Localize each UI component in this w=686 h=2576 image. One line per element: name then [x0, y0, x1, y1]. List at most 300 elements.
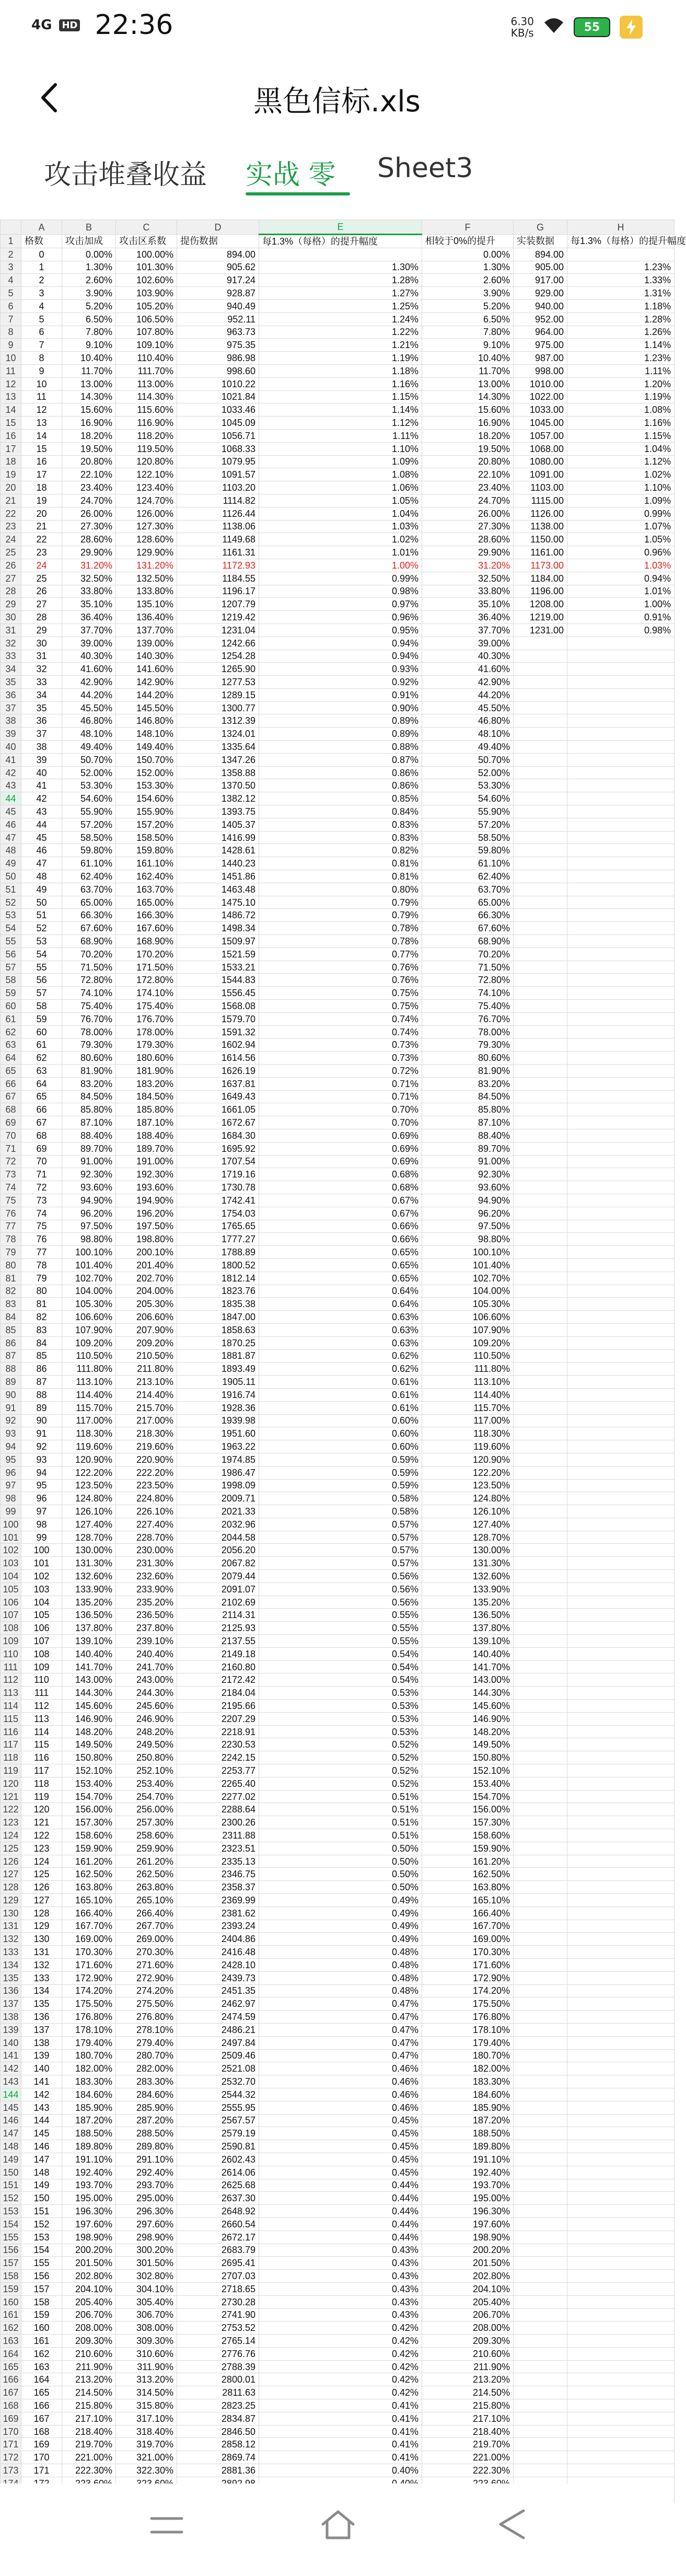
- cell[interactable]: 306.70%: [116, 2308, 177, 2321]
- cell[interactable]: 1358.88: [177, 766, 259, 779]
- cell[interactable]: [567, 1077, 675, 1090]
- cell[interactable]: 28.60%: [62, 533, 116, 546]
- cell[interactable]: 0.86%: [259, 766, 422, 779]
- cell[interactable]: 0.56%: [259, 1570, 422, 1583]
- cell[interactable]: 183.20%: [116, 1077, 177, 1090]
- cell[interactable]: [514, 1635, 567, 1648]
- cell[interactable]: 1.01%: [567, 585, 675, 598]
- cell[interactable]: [514, 2179, 567, 2192]
- cell[interactable]: 150.80%: [62, 1751, 116, 1764]
- cell[interactable]: 2021.33: [177, 1505, 259, 1518]
- cell[interactable]: [567, 2335, 675, 2348]
- cell[interactable]: 20.80%: [62, 455, 116, 468]
- cell[interactable]: [514, 676, 567, 689]
- cell[interactable]: 27.30%: [422, 520, 514, 533]
- cell[interactable]: 24.70%: [62, 494, 116, 507]
- cell[interactable]: [514, 1622, 567, 1635]
- cell[interactable]: 2521.08: [177, 2062, 259, 2075]
- cell[interactable]: 159.90%: [62, 1842, 116, 1855]
- cell[interactable]: 63.70%: [62, 883, 116, 896]
- cell[interactable]: 154.70%: [62, 1790, 116, 1803]
- cell[interactable]: 53.30%: [422, 779, 514, 792]
- cell[interactable]: 175.50%: [422, 1997, 514, 2011]
- cell[interactable]: 0.44%: [259, 2192, 422, 2205]
- cell[interactable]: 107.90%: [62, 1323, 116, 1336]
- cell[interactable]: [567, 1414, 675, 1427]
- cell[interactable]: [567, 727, 675, 741]
- cell[interactable]: 200.20%: [62, 2244, 116, 2257]
- cell[interactable]: 153.40%: [422, 1777, 514, 1790]
- cell[interactable]: 1335.64: [177, 741, 259, 754]
- cell[interactable]: 50.70%: [62, 753, 116, 766]
- cell[interactable]: 222.30%: [62, 2464, 116, 2477]
- row-number[interactable]: 84: [1, 1311, 21, 1324]
- cell[interactable]: 87: [21, 1376, 62, 1389]
- row-number[interactable]: 171: [1, 2438, 21, 2451]
- cell[interactable]: 183.30%: [422, 2075, 514, 2088]
- cell[interactable]: [514, 1376, 567, 1389]
- cell[interactable]: 109.10%: [116, 339, 177, 352]
- cell[interactable]: 1393.75: [177, 805, 259, 818]
- cell[interactable]: [567, 1518, 675, 1531]
- cell[interactable]: 105.20%: [116, 299, 177, 313]
- cell[interactable]: 0.68%: [259, 1181, 422, 1194]
- cell[interactable]: 1498.34: [177, 922, 259, 935]
- cell[interactable]: 46.80%: [422, 714, 514, 727]
- cell[interactable]: 91.00%: [422, 1155, 514, 1168]
- cell[interactable]: [567, 2101, 675, 2114]
- cell[interactable]: 283.30%: [116, 2075, 177, 2088]
- cell[interactable]: 49: [21, 883, 62, 896]
- cell[interactable]: 274.20%: [116, 1984, 177, 1997]
- row-number[interactable]: 2: [1, 248, 21, 261]
- cell[interactable]: 0.55%: [259, 1622, 422, 1635]
- row-number[interactable]: 8: [1, 326, 21, 339]
- cell[interactable]: [567, 1582, 675, 1596]
- cell[interactable]: 27.30%: [62, 520, 116, 533]
- cell[interactable]: 20: [21, 507, 62, 520]
- cell[interactable]: 905.00: [514, 261, 567, 274]
- cell[interactable]: [567, 1012, 675, 1025]
- row-number[interactable]: 80: [1, 1258, 21, 1272]
- cell[interactable]: 304.10%: [116, 2282, 177, 2295]
- cell[interactable]: 0.79%: [259, 909, 422, 922]
- row-number[interactable]: 118: [1, 1751, 21, 1764]
- cell[interactable]: 0.61%: [259, 1376, 422, 1389]
- cell[interactable]: [567, 1246, 675, 1259]
- cell[interactable]: 137.80%: [422, 1622, 514, 1635]
- row-number[interactable]: 46: [1, 818, 21, 831]
- cell[interactable]: 1.12%: [567, 455, 675, 468]
- cell[interactable]: 1405.37: [177, 818, 259, 831]
- cell[interactable]: 179.30%: [116, 1038, 177, 1052]
- cell[interactable]: [567, 2399, 675, 2412]
- cell[interactable]: 183.30%: [62, 2075, 116, 2088]
- cell[interactable]: 76.70%: [422, 1012, 514, 1025]
- cell[interactable]: [514, 974, 567, 987]
- cell[interactable]: 39: [21, 753, 62, 766]
- cell[interactable]: 206.60%: [116, 1311, 177, 1324]
- cell[interactable]: 123.50%: [422, 1479, 514, 1492]
- cell[interactable]: 231.30%: [116, 1557, 177, 1570]
- cell[interactable]: 214.50%: [62, 2386, 116, 2399]
- cell[interactable]: 1091.57: [177, 468, 259, 481]
- row-number[interactable]: 139: [1, 2023, 21, 2036]
- row-number[interactable]: 18: [1, 455, 21, 468]
- cell[interactable]: [567, 714, 675, 727]
- cell[interactable]: 71: [21, 1168, 62, 1181]
- cell[interactable]: 1428.61: [177, 844, 259, 857]
- cell[interactable]: 1486.72: [177, 909, 259, 922]
- cell[interactable]: 0.56%: [259, 1596, 422, 1609]
- cell[interactable]: 0.44%: [259, 2179, 422, 2192]
- cell[interactable]: 46.80%: [62, 714, 116, 727]
- column-title[interactable]: 攻击区系数: [116, 235, 177, 248]
- row-number[interactable]: 63: [1, 1038, 21, 1052]
- row-number[interactable]: 168: [1, 2399, 21, 2412]
- cell[interactable]: 241.70%: [116, 1660, 177, 1673]
- cell[interactable]: 2741.90: [177, 2308, 259, 2321]
- cell[interactable]: [567, 2036, 675, 2049]
- row-number[interactable]: 29: [1, 598, 21, 611]
- row-number[interactable]: 105: [1, 1582, 21, 1596]
- cell[interactable]: [514, 1829, 567, 1842]
- cell[interactable]: [514, 1984, 567, 1997]
- cell[interactable]: 114: [21, 1725, 62, 1738]
- cell[interactable]: 2311.88: [177, 1829, 259, 1842]
- cell[interactable]: [567, 1894, 675, 1907]
- cell[interactable]: 0.46%: [259, 2062, 422, 2075]
- cell[interactable]: [567, 2192, 675, 2205]
- cell[interactable]: [514, 1349, 567, 1362]
- cell[interactable]: 2672.17: [177, 2231, 259, 2244]
- cell[interactable]: 210.60%: [422, 2347, 514, 2360]
- row-number[interactable]: 159: [1, 2282, 21, 2295]
- cell[interactable]: 2695.41: [177, 2257, 259, 2270]
- cell[interactable]: 2788.39: [177, 2360, 259, 2373]
- cell[interactable]: 141: [21, 2075, 62, 2088]
- cell[interactable]: [514, 870, 567, 883]
- cell[interactable]: 1138.00: [514, 520, 567, 533]
- cell[interactable]: 170: [21, 2451, 62, 2464]
- cell[interactable]: 155.90%: [116, 805, 177, 818]
- cell[interactable]: [567, 1971, 675, 1984]
- cell[interactable]: 166.40%: [62, 1907, 116, 1920]
- cell[interactable]: 10: [21, 377, 62, 390]
- cell[interactable]: 2149.18: [177, 1647, 259, 1660]
- cell[interactable]: 2114.31: [177, 1609, 259, 1622]
- cell[interactable]: 79: [21, 1272, 62, 1285]
- cell[interactable]: 998.60: [177, 364, 259, 377]
- cell[interactable]: [514, 1194, 567, 1207]
- cell[interactable]: 986.98: [177, 352, 259, 365]
- cell[interactable]: [567, 1388, 675, 1401]
- cell[interactable]: 119.60%: [62, 1440, 116, 1453]
- cell[interactable]: [567, 1349, 675, 1362]
- row-number[interactable]: 41: [1, 753, 21, 766]
- cell[interactable]: [567, 922, 675, 935]
- cell[interactable]: 963.73: [177, 326, 259, 339]
- cell[interactable]: 52: [21, 922, 62, 935]
- cell[interactable]: [567, 2075, 675, 2088]
- cell[interactable]: [567, 1725, 675, 1738]
- cell[interactable]: 1010.00: [514, 377, 567, 390]
- cell[interactable]: 270.30%: [116, 1946, 177, 1959]
- cell[interactable]: 1.00%: [567, 598, 675, 611]
- cell[interactable]: 1091.00: [514, 468, 567, 481]
- cell[interactable]: [567, 1194, 675, 1207]
- cell[interactable]: 115.60%: [116, 403, 177, 417]
- row-number[interactable]: 166: [1, 2373, 21, 2386]
- cell[interactable]: [567, 1868, 675, 1881]
- cell[interactable]: 78.00%: [422, 1025, 514, 1038]
- cell[interactable]: 48: [21, 870, 62, 883]
- cell[interactable]: 2230.53: [177, 1738, 259, 1751]
- cell[interactable]: [567, 1181, 675, 1194]
- cell[interactable]: 94.90%: [62, 1194, 116, 1207]
- cell[interactable]: [514, 1401, 567, 1414]
- row-number[interactable]: 53: [1, 909, 21, 922]
- cell[interactable]: 314.50%: [116, 2386, 177, 2399]
- column-title[interactable]: 每1.3%（每格）的提升幅度: [567, 235, 675, 248]
- cell[interactable]: 138: [21, 2036, 62, 2049]
- cell[interactable]: 1812.14: [177, 1272, 259, 1285]
- cell[interactable]: 297.60%: [116, 2217, 177, 2231]
- cell[interactable]: 172.90%: [62, 1971, 116, 1984]
- cell[interactable]: 144: [21, 2114, 62, 2127]
- cell[interactable]: [567, 1842, 675, 1855]
- cell[interactable]: 40.30%: [62, 650, 116, 663]
- row-number[interactable]: 52: [1, 896, 21, 909]
- cell[interactable]: 0.65%: [259, 1246, 422, 1259]
- cell[interactable]: [514, 1725, 567, 1738]
- cell[interactable]: 51: [21, 909, 62, 922]
- cell[interactable]: 36: [21, 714, 62, 727]
- cell[interactable]: 144.20%: [116, 688, 177, 701]
- cell[interactable]: 7.80%: [422, 326, 514, 339]
- cell[interactable]: 213.20%: [62, 2373, 116, 2386]
- cell[interactable]: 189.80%: [422, 2140, 514, 2153]
- cell[interactable]: [514, 935, 567, 948]
- cell[interactable]: 79.30%: [422, 1038, 514, 1052]
- cell[interactable]: 1626.19: [177, 1065, 259, 1078]
- cell[interactable]: 24: [21, 559, 62, 572]
- cell[interactable]: 0.66%: [259, 1233, 422, 1246]
- cell[interactable]: 50.70%: [422, 753, 514, 766]
- cell[interactable]: 1568.08: [177, 1000, 259, 1013]
- cell[interactable]: 55.90%: [422, 805, 514, 818]
- cell[interactable]: 952.11: [177, 313, 259, 326]
- cell[interactable]: 1928.36: [177, 1401, 259, 1414]
- cell[interactable]: 14.30%: [422, 390, 514, 403]
- cell[interactable]: [567, 1946, 675, 1959]
- cell[interactable]: 1986.47: [177, 1466, 259, 1479]
- cell[interactable]: 197.50%: [116, 1220, 177, 1233]
- cell[interactable]: 1103.20: [177, 481, 259, 494]
- cell[interactable]: 147: [21, 2153, 62, 2166]
- cell[interactable]: 1079.95: [177, 455, 259, 468]
- cell[interactable]: 0.41%: [259, 2425, 422, 2438]
- cell[interactable]: [514, 987, 567, 1000]
- cell[interactable]: 0.46%: [259, 2101, 422, 2114]
- cell[interactable]: 0.45%: [259, 2114, 422, 2127]
- cell[interactable]: 74: [21, 1207, 62, 1220]
- cell[interactable]: 168: [21, 2425, 62, 2438]
- cell[interactable]: 276.80%: [116, 2011, 177, 2024]
- cell[interactable]: [514, 2451, 567, 2464]
- cell[interactable]: 1591.32: [177, 1025, 259, 1038]
- column-letter[interactable]: G: [514, 220, 567, 235]
- row-number[interactable]: 3: [1, 261, 21, 274]
- row-number[interactable]: 142: [1, 2062, 21, 2075]
- cell[interactable]: 128: [21, 1907, 62, 1920]
- cell[interactable]: 219.70%: [422, 2438, 514, 2451]
- cell[interactable]: 144.30%: [422, 1686, 514, 1700]
- cell[interactable]: [567, 1116, 675, 1129]
- cell[interactable]: 1788.89: [177, 1246, 259, 1259]
- cell[interactable]: 100.00%: [116, 248, 177, 261]
- cell[interactable]: 1.30%: [259, 261, 422, 274]
- cell[interactable]: [567, 2386, 675, 2399]
- cell[interactable]: 180.70%: [422, 2049, 514, 2062]
- cell[interactable]: [514, 688, 567, 701]
- cell[interactable]: 0.55%: [259, 1635, 422, 1648]
- cell[interactable]: 0.44%: [259, 2231, 422, 2244]
- row-number[interactable]: 103: [1, 1557, 21, 1570]
- cell[interactable]: 89.70%: [422, 1142, 514, 1155]
- cell[interactable]: 1324.01: [177, 727, 259, 741]
- cell[interactable]: 41.60%: [422, 663, 514, 676]
- cell[interactable]: 1.19%: [567, 390, 675, 403]
- cell[interactable]: 61: [21, 1038, 62, 1052]
- cell[interactable]: 95: [21, 1479, 62, 1492]
- cell[interactable]: 269.00%: [116, 1933, 177, 1946]
- cell[interactable]: 0.76%: [259, 974, 422, 987]
- cell[interactable]: 78.00%: [62, 1025, 116, 1038]
- row-number[interactable]: 96: [1, 1466, 21, 1479]
- cell[interactable]: 226.10%: [116, 1505, 177, 1518]
- row-number[interactable]: 79: [1, 1246, 21, 1259]
- cell[interactable]: 89.70%: [62, 1142, 116, 1155]
- cell[interactable]: 129: [21, 1920, 62, 1933]
- column-letter[interactable]: H: [567, 220, 675, 235]
- cell[interactable]: [514, 1155, 567, 1168]
- cell[interactable]: [567, 1984, 675, 1997]
- cell[interactable]: 111.80%: [422, 1362, 514, 1376]
- cell[interactable]: 2428.10: [177, 1958, 259, 1971]
- row-number[interactable]: 60: [1, 1000, 21, 1013]
- cell[interactable]: 271.60%: [116, 1958, 177, 1971]
- cell[interactable]: 175.40%: [116, 1000, 177, 1013]
- row-number[interactable]: 167: [1, 2386, 21, 2399]
- cell[interactable]: 119.50%: [116, 442, 177, 455]
- cell[interactable]: 105.30%: [62, 1298, 116, 1311]
- cell[interactable]: 45: [21, 831, 62, 844]
- cell[interactable]: 174.20%: [62, 1984, 116, 1997]
- cell[interactable]: [514, 1388, 567, 1401]
- cell[interactable]: 16.90%: [422, 417, 514, 430]
- cell[interactable]: 61.10%: [422, 857, 514, 870]
- row-number[interactable]: 27: [1, 572, 21, 585]
- cell[interactable]: [514, 2153, 567, 2166]
- cell[interactable]: [514, 1479, 567, 1492]
- cell[interactable]: [567, 1660, 675, 1673]
- cell[interactable]: 987.00: [514, 352, 567, 365]
- cell[interactable]: [567, 2321, 675, 2335]
- row-number[interactable]: 150: [1, 2166, 21, 2179]
- cell[interactable]: 1695.92: [177, 1142, 259, 1155]
- cell[interactable]: [514, 1362, 567, 1376]
- cell[interactable]: 65.00%: [422, 896, 514, 909]
- cell[interactable]: [567, 1090, 675, 1103]
- cell[interactable]: 86: [21, 1362, 62, 1376]
- cell[interactable]: 136.40%: [116, 611, 177, 624]
- cell[interactable]: [567, 2088, 675, 2101]
- cell[interactable]: 998.00: [514, 364, 567, 377]
- cell[interactable]: 0.64%: [259, 1285, 422, 1298]
- cell[interactable]: 130.00%: [422, 1544, 514, 1557]
- cell[interactable]: 57: [21, 987, 62, 1000]
- cell[interactable]: 309.30%: [116, 2335, 177, 2348]
- cell[interactable]: 1219.00: [514, 611, 567, 624]
- cell[interactable]: 0.53%: [259, 1712, 422, 1725]
- cell[interactable]: [514, 1181, 567, 1194]
- cell[interactable]: [567, 2114, 675, 2127]
- cell[interactable]: 250.80%: [116, 1751, 177, 1764]
- cell[interactable]: 113: [21, 1712, 62, 1725]
- cell[interactable]: 167.60%: [116, 922, 177, 935]
- cell[interactable]: 0.49%: [259, 1920, 422, 1933]
- cell[interactable]: 114.40%: [422, 1388, 514, 1401]
- cell[interactable]: 113.00%: [116, 377, 177, 390]
- cell[interactable]: 0.48%: [259, 1946, 422, 1959]
- cell[interactable]: 2660.54: [177, 2217, 259, 2231]
- cell[interactable]: 191.00%: [116, 1155, 177, 1168]
- cell[interactable]: 3: [21, 287, 62, 300]
- cell[interactable]: [567, 1505, 675, 1518]
- cell[interactable]: 1684.30: [177, 1129, 259, 1142]
- row-number[interactable]: 107: [1, 1609, 21, 1622]
- cell[interactable]: 100: [21, 1544, 62, 1557]
- cell[interactable]: 165.00%: [116, 896, 177, 909]
- row-number[interactable]: 132: [1, 1933, 21, 1946]
- cell[interactable]: 111: [21, 1686, 62, 1700]
- cell[interactable]: 1463.48: [177, 883, 259, 896]
- cell[interactable]: 2707.03: [177, 2270, 259, 2283]
- cell[interactable]: 9: [21, 364, 62, 377]
- cell[interactable]: 2486.21: [177, 2023, 259, 2036]
- row-number[interactable]: 140: [1, 2036, 21, 2049]
- cell[interactable]: 0.64%: [259, 1298, 422, 1311]
- cell[interactable]: 218.40%: [422, 2425, 514, 2438]
- cell[interactable]: 2753.52: [177, 2321, 259, 2335]
- cell[interactable]: 1.11%: [567, 364, 675, 377]
- column-title[interactable]: 提伤数据: [177, 235, 259, 248]
- cell[interactable]: 32: [21, 663, 62, 676]
- cell[interactable]: 2834.87: [177, 2412, 259, 2425]
- cell[interactable]: 188.50%: [422, 2127, 514, 2140]
- cell[interactable]: [514, 2205, 567, 2218]
- cell[interactable]: 1847.00: [177, 1311, 259, 1324]
- row-number[interactable]: 123: [1, 1816, 21, 1829]
- cell[interactable]: 205.30%: [116, 1298, 177, 1311]
- cell[interactable]: 150.70%: [116, 753, 177, 766]
- cell[interactable]: 54.60%: [422, 792, 514, 805]
- cell[interactable]: 133.90%: [422, 1582, 514, 1596]
- cell[interactable]: 57.20%: [422, 818, 514, 831]
- cell[interactable]: 132.60%: [62, 1570, 116, 1583]
- row-number[interactable]: 22: [1, 507, 21, 520]
